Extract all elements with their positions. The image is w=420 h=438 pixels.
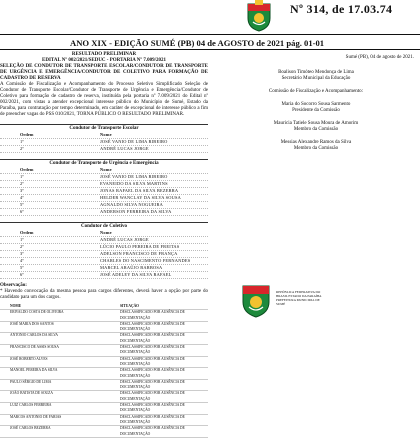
- signer-role: Membro da Comissão: [293, 127, 339, 132]
- col-order: Ordem: [20, 167, 34, 172]
- row-order: 4º: [20, 195, 24, 200]
- col-name: Nome: [100, 132, 112, 137]
- status-table: [0, 304, 208, 438]
- row-status: DESCLASSIFICADO POR AUSÊNCIA DE DOCUMENTAÇÃO: [120, 379, 185, 390]
- table-row: [0, 209, 208, 216]
- row-name: ANDERSON FERREIRA DA SILVA: [100, 209, 172, 214]
- result-body: A Comissão de Fiscalização e Acompanhamento do Processo Seletivo Simplificado Seleção de Condutor de Transporte Escolar/Condutor de Transporte de Urgência e Emergência/Condutor de Coletivo para formação de cadastro de reserva, instituída pela portaria nº 7.009/2021 do Edital nº 002/2021, com vistas a atender excepcional interesse público do Município de Sumé, Estado da Paraíba, para contratação por tempo determinado, em caráter de excepcional de interesse público a fim de preencher vagas do PSS 010/2021, TORNA PÚBLICO O RESULTADO PRELIMINAR.: [0, 82, 208, 117]
- table-row: [0, 188, 208, 195]
- row-name: JOSÉ MARIA DOS SANTOS: [10, 321, 54, 326]
- row-name: FRANCISCO DE ASSIS SOUSA: [10, 345, 60, 350]
- row-name: CHARLES DO NASCIMENTO FERNANDES: [100, 258, 191, 263]
- edital-line: EDITAL Nº 002/2021/SEDUC - PORTARIA Nº 7.009/2021: [42, 58, 166, 63]
- table-row: [0, 310, 208, 322]
- row-order: 5º: [20, 265, 24, 270]
- row-status: DESCLASSIFICADO POR AUSÊNCIA DE DOCUMENTAÇÃO: [120, 391, 185, 401]
- row-status: DESCLASSIFICADO POR AUSÊNCIA DE DOCUMENTAÇÃO: [120, 403, 185, 413]
- edition-divider: [0, 49, 420, 50]
- member-signature: [212, 121, 420, 133]
- table-row: [0, 181, 208, 188]
- table-row: [0, 426, 208, 438]
- row-name: EVANEIDO DA SILVA MARTINS: [100, 181, 168, 186]
- row-order: 4º: [20, 258, 24, 263]
- table-row: [0, 244, 208, 251]
- row-name: ANDRÉ LUCAS JORGE: [100, 237, 149, 242]
- table-header: [0, 230, 208, 237]
- table-row: [0, 237, 208, 244]
- row-name: JOSÉ ADELEY DA SILVA RAFAEL: [100, 272, 172, 277]
- table-bus-driver: [0, 222, 208, 279]
- row-order: 3º: [20, 251, 24, 256]
- signer-name: Maria do Socorro Sousa Sarmento: [281, 102, 351, 107]
- masthead: [0, 0, 420, 34]
- row-name: JOSÉ VANIO DE LIMA RIBEIRO: [100, 174, 168, 179]
- row-name: MARCEL ARAÚJO BARBOSA: [100, 265, 163, 270]
- row-name: ANDRÉ LUCAS JORGE: [100, 146, 149, 151]
- signer-role: Presidente da Comissão: [292, 108, 340, 113]
- row-status: DESCLASSIFICADO POR AUSÊNCIA DE DOCUMENTAÇÃO: [120, 414, 185, 424]
- table-title: Condutor de Transporte Escolar: [0, 124, 208, 132]
- row-name: ERIVALDO COSTA DE OLIVEIRA: [10, 310, 64, 315]
- table-header: [0, 132, 208, 139]
- row-status: DESCLASSIFICADO POR AUSÊNCIA DE DOCUMENTAÇÃO: [120, 321, 185, 332]
- row-name: LÚCIO PAULO PEREIRA DE FREITAS: [100, 244, 180, 249]
- row-order: 1º: [20, 174, 24, 179]
- col-order: Ordem: [20, 230, 34, 235]
- edition-line: ANO XIX - EDIÇÃO SUMÉ (PB) 04 de AGOSTO de 2021 pág. 01-01: [70, 38, 325, 48]
- commission-label: Comissão de Fiscalização e Acompanhamento:: [268, 89, 364, 94]
- col-name: Nome: [100, 230, 112, 235]
- row-order: 1º: [20, 237, 24, 242]
- table-row: [0, 272, 208, 279]
- result-heading: SELEÇÃO DE CONDUTOR DE TRANSPORTE ESCOLAR/CONDUTOR DE TRANSPORTE DE URGÊNCIA E EMERGÊNCIA/CONDUTOR DE COLETIVO PARA FORMAÇÃO DE CADASTRO DE RESERVA: [0, 64, 208, 81]
- row-name: ADELSON FRANCISCO DE FRANÇA: [100, 251, 178, 256]
- row-status: DESCLASSIFICADO POR AUSÊNCIA DE DOCUMENTAÇÃO: [120, 345, 185, 355]
- table-emergency-transport: [0, 159, 208, 216]
- observation-label: Observação:: [0, 283, 27, 288]
- row-status: DESCLASSIFICADO POR AUSÊNCIA DE DOCUMENTAÇÃO: [120, 426, 185, 436]
- result-title: RESULTADO PRELIMINAR: [71, 52, 137, 57]
- row-name: MARCOS ANTONIO DE FARIAS: [10, 414, 62, 419]
- member-signature: [212, 140, 420, 152]
- table-school-transport: [0, 124, 208, 153]
- row-name: JOÃO BATISTA DE SOUZA: [10, 391, 53, 396]
- table-row: [0, 258, 208, 265]
- table-row: [0, 146, 208, 153]
- table-row: [0, 415, 208, 427]
- row-name: JOSÉ ROBERTO ALVES: [10, 356, 48, 361]
- municipal-seal-icon: [240, 282, 272, 318]
- row-name: AGNALDO SILVA NOGUEIRA: [100, 202, 163, 207]
- table-row: [0, 380, 208, 392]
- table-row: [0, 345, 208, 357]
- observation-text: * Havendo convocação da mesma pessoa para cargos diferentes, deverá haver a opção por parte do candidato para um dos cargos.: [0, 289, 208, 300]
- table-row: [0, 322, 208, 334]
- table-row: [0, 403, 208, 415]
- row-name: HELDER WANCLAY DA SILVA SOUSA: [100, 195, 182, 200]
- table-row: [0, 357, 208, 369]
- row-status: DESCLASSIFICADO POR AUSÊNCIA DE DOCUMENTAÇÃO: [120, 333, 185, 343]
- table-row: [0, 251, 208, 258]
- issue-number: Nº 314, de 17.03.74: [290, 2, 393, 16]
- date-line: Sumé (PB), 04 de agosto de 2021.: [345, 55, 414, 60]
- table-row: [0, 391, 208, 403]
- table-row: [0, 195, 208, 202]
- table-row: [0, 265, 208, 272]
- table-header: [0, 167, 208, 174]
- signer-role: Secretário Municipal da Educação: [281, 76, 351, 81]
- col-order: Ordem: [20, 132, 34, 137]
- table-row: [0, 333, 208, 345]
- row-name: JONAS RAFAEL DA SILVA BEZERRA: [100, 188, 179, 193]
- right-column: [212, 52, 420, 152]
- row-name: PAULO SÉRGIO DE LIMA: [10, 379, 52, 384]
- row-order: 5º: [20, 202, 24, 207]
- table-row: [0, 202, 208, 209]
- seal-caption: REPÚBLICA FEDERATIVA DO BRASIL ESTADO DA PARAÍBA PREFEITURA MUNICIPAL DE SUMÉ: [276, 290, 322, 306]
- row-name: LUIZ CARLOS FERREIRA: [10, 403, 52, 408]
- row-name: JOSÉ CARLOS BEZERRA: [10, 426, 51, 431]
- row-name: ANTONIO CARLOS DA SILVA: [10, 333, 58, 338]
- left-column: [0, 52, 208, 438]
- row-order: 2º: [20, 181, 24, 186]
- table-row: [0, 368, 208, 380]
- top-divider: [0, 34, 420, 35]
- table-row: [0, 139, 208, 146]
- row-status: DESCLASSIFICADO POR AUSÊNCIA DE DOCUMENTAÇÃO: [120, 368, 185, 378]
- municipal-crest-icon: [244, 0, 274, 32]
- table-title: Condutor de Transporte de Urgência e Emergência: [0, 159, 208, 167]
- row-order: 2º: [20, 146, 24, 151]
- col-name: Nome: [100, 167, 112, 172]
- row-order: 3º: [20, 188, 24, 193]
- table-title: Condutor de Coletivo: [0, 222, 208, 230]
- table-row: [0, 174, 208, 181]
- signer-name: Mauricia Tatiele Sousa Moura de Amorim: [273, 121, 359, 126]
- row-order: 2º: [20, 244, 24, 249]
- signer-name: Messias Alexandre Ramos da Silva: [280, 140, 352, 145]
- row-status: DESCLASSIFICADO POR AUSÊNCIA DE DOCUMENTAÇÃO: [120, 356, 185, 366]
- signer-role: Membro da Comissão: [293, 146, 339, 151]
- row-name: JOSÉ VANIO DE LIMA RIBEIRO: [100, 139, 168, 144]
- row-order: 6º: [20, 209, 24, 214]
- row-status: DESCLASSIFICADO POR AUSÊNCIA DE DOCUMENTAÇÃO: [120, 310, 185, 320]
- member-signature: [212, 102, 420, 114]
- secretary-signature: [212, 70, 420, 82]
- signer-name: Boalison Timóteo Mendonça de Lima: [278, 70, 354, 75]
- row-order: 6º: [20, 272, 24, 277]
- col-name: NOME: [10, 304, 22, 308]
- row-order: 1º: [20, 139, 24, 144]
- row-name: MANOEL PEREIRA DA SILVA: [10, 368, 58, 373]
- col-status: SITUAÇÃO: [120, 304, 139, 308]
